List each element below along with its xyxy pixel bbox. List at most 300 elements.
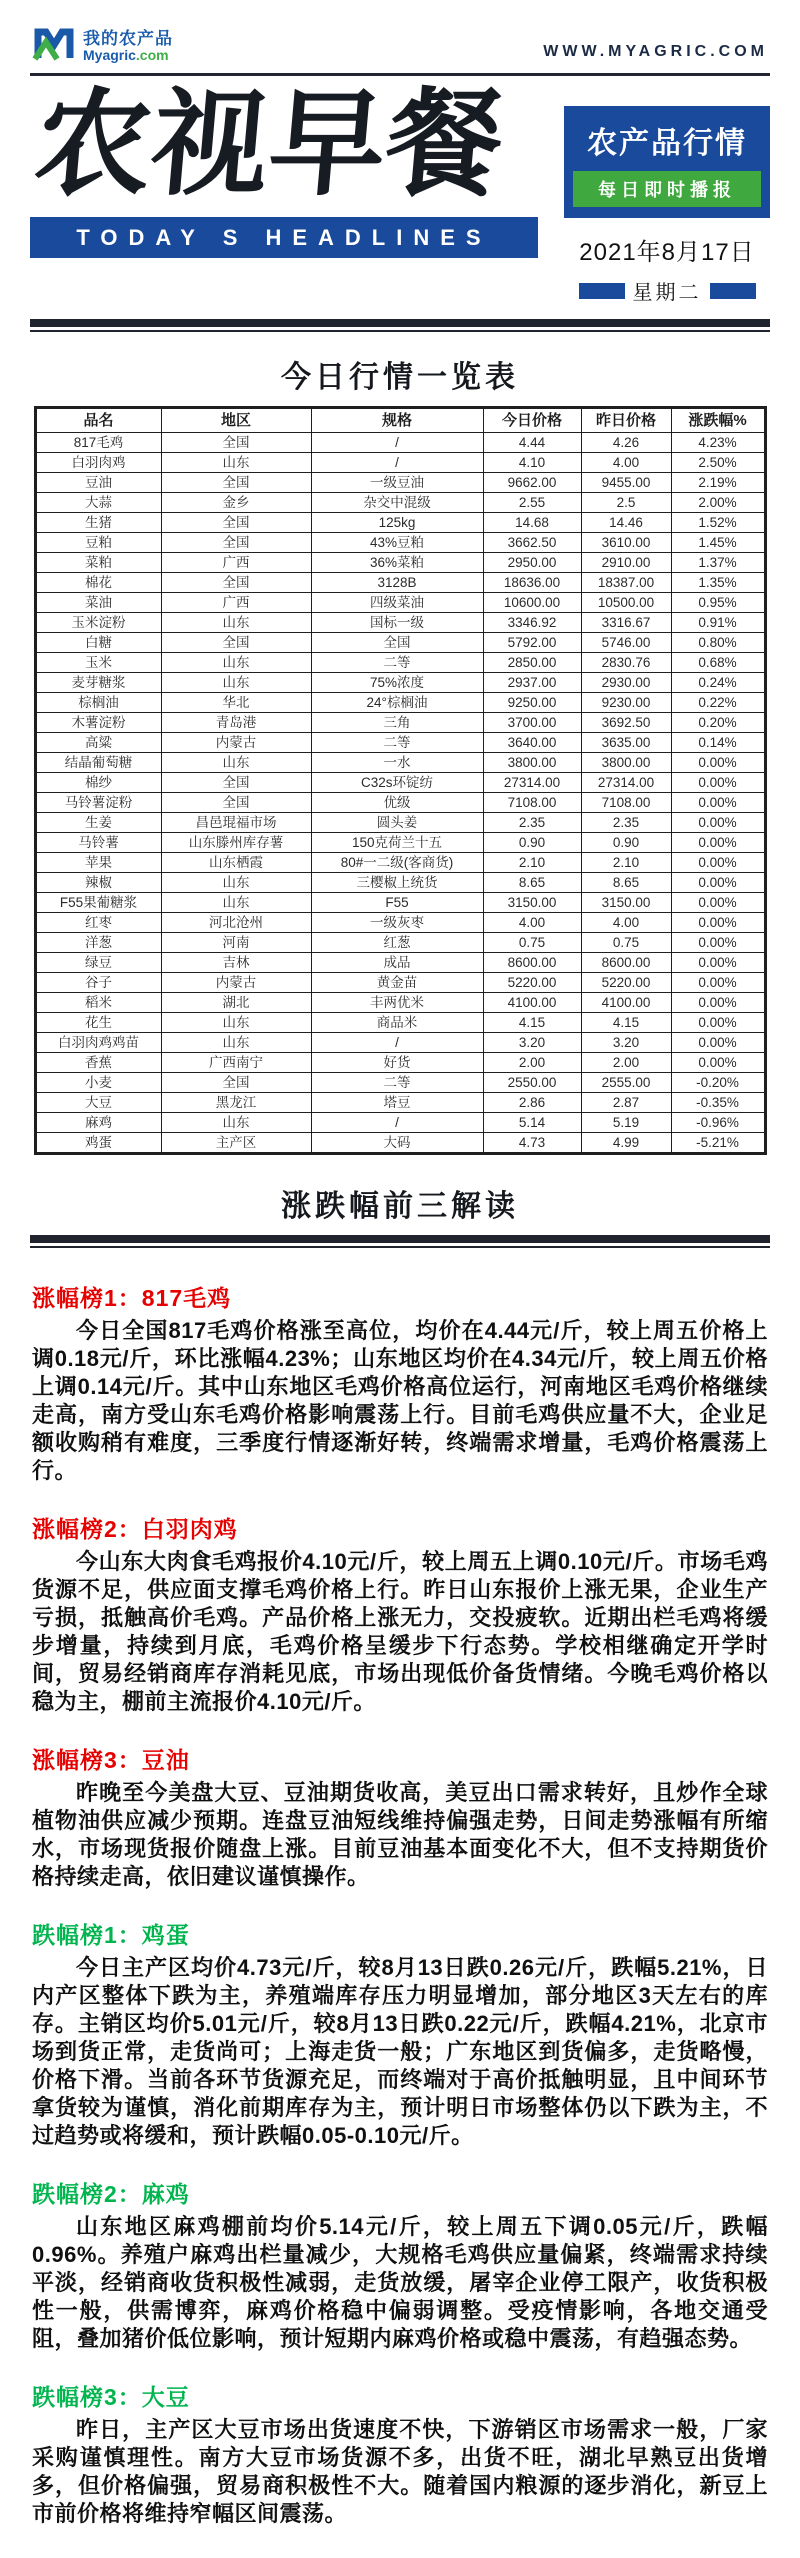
cell-name: 棕榈油: [35, 693, 161, 713]
cell-yesterday: 5220.00: [581, 973, 671, 993]
myagric-logo-icon: [32, 26, 76, 67]
cell-spec: 80#一二级(客商货): [311, 853, 483, 873]
cell-yesterday: 3692.50: [581, 713, 671, 733]
cell-name: 花生: [35, 1013, 161, 1033]
cell-name: 鸡蛋: [35, 1133, 161, 1154]
broadcast-label: 每日即时播报: [573, 171, 761, 207]
cell-region: 吉林: [161, 953, 311, 973]
cell-yesterday: 7108.00: [581, 793, 671, 813]
cell-region: 全国: [161, 573, 311, 593]
cell-yesterday: 0.75: [581, 933, 671, 953]
cell-today: 10600.00: [483, 593, 581, 613]
cell-yesterday: 8.65: [581, 873, 671, 893]
cell-today: 2950.00: [483, 553, 581, 573]
logo-brand-cn: 我的农产品: [83, 29, 173, 48]
table-row: [35, 1093, 765, 1113]
cell-today: 2.10: [483, 853, 581, 873]
analysis-sections: [0, 1248, 800, 2558]
cell-name: 麻鸡: [35, 1113, 161, 1133]
cell-name: 玉米淀粉: [35, 613, 161, 633]
cell-region: 全国: [161, 433, 311, 453]
table-row: [35, 873, 765, 893]
table-row: [35, 993, 765, 1013]
section-label: 涨幅榜1：817毛鸡: [32, 1285, 232, 1311]
cell-today: 3662.50: [483, 533, 581, 553]
cell-today: 3.20: [483, 1033, 581, 1053]
cell-name: 生姜: [35, 813, 161, 833]
cell-yesterday: 0.90: [581, 833, 671, 853]
price-table: [34, 406, 767, 1155]
cell-today: 3640.00: [483, 733, 581, 753]
table-row: [35, 953, 765, 973]
table-title: 今日行情一览表: [281, 361, 519, 394]
table-row: [35, 1053, 765, 1073]
cell-name: 结晶葡萄糖: [35, 753, 161, 773]
cell-name: 小麦: [35, 1073, 161, 1093]
section-label: 跌幅榜3：大豆: [32, 2384, 190, 2410]
cell-spec: /: [311, 1033, 483, 1053]
cell-name: 豆粕: [35, 533, 161, 553]
cell-region: 全国: [161, 1073, 311, 1093]
cell-change: 0.00%: [671, 833, 765, 853]
cell-spec: 三角: [311, 713, 483, 733]
table-row: [35, 933, 765, 953]
section-body: 昨日，主产区大豆市场出货速度不快，下游销区市场需求一般，厂家采购谨慎理性。南方大豆市场货源不多，出货不旺，湖北早熟豆出货增多，但价格偏强，贸易商积极性不大。随着国内粮源的逐步消化，新豆上市前价格将维持窄幅区间震荡。: [32, 2417, 768, 2526]
table-row: [35, 653, 765, 673]
cell-today: 3150.00: [483, 893, 581, 913]
cell-name: 棉花: [35, 573, 161, 593]
cell-today: 9662.00: [483, 473, 581, 493]
cell-name: 白糖: [35, 633, 161, 653]
cell-region: 全国: [161, 533, 311, 553]
cell-yesterday: 2555.00: [581, 1073, 671, 1093]
cell-yesterday: 14.46: [581, 513, 671, 533]
cell-change: 0.00%: [671, 1053, 765, 1073]
cell-change: 2.19%: [671, 473, 765, 493]
cell-yesterday: 3635.00: [581, 733, 671, 753]
cell-yesterday: 9230.00: [581, 693, 671, 713]
cell-region: 全国: [161, 773, 311, 793]
table-row: [35, 733, 765, 753]
section-label: 涨幅榜2：白羽肉鸡: [32, 1516, 238, 1542]
price-table-body: [35, 433, 765, 1154]
headline-banner: TODAY S HEADLINES: [30, 217, 538, 258]
cell-spec: F55: [311, 893, 483, 913]
analysis-section: [32, 2176, 768, 2353]
cell-spec: 一级豆油: [311, 473, 483, 493]
cell-change: 0.91%: [671, 613, 765, 633]
col-header-today-price: 今日价格: [483, 408, 581, 433]
cell-spec: C32s环锭纺: [311, 773, 483, 793]
cell-today: 14.68: [483, 513, 581, 533]
cell-today: 2550.00: [483, 1073, 581, 1093]
cell-today: 8600.00: [483, 953, 581, 973]
cell-spec: 125kg: [311, 513, 483, 533]
cell-yesterday: 4.00: [581, 913, 671, 933]
col-header-name: 品名: [35, 408, 161, 433]
cell-name: 麦芽糖浆: [35, 673, 161, 693]
cell-name: 菜油: [35, 593, 161, 613]
table-row: [35, 773, 765, 793]
cell-spec: 红葱: [311, 933, 483, 953]
cell-region: 全国: [161, 513, 311, 533]
analysis-section: [32, 2379, 768, 2528]
cell-yesterday: 2.00: [581, 1053, 671, 1073]
section-divider-top: [30, 319, 770, 332]
cell-yesterday: 3316.67: [581, 613, 671, 633]
section-body: 今日主产区均价4.73元/斤，较8月13日跌0.26元/斤，跌幅5.21%，日内产区整体下跌为主，养殖端库存压力明显增加，部分地区3天左右的库存。主销区均价5.01元/斤，较8月13日跌0.22元/斤，跌幅4.21%，北京市场到货正常，走货尚可；上海走货一般；广东地区到货偏多，走货略慢，价格下滑。当前各环节货源充足，而终端对于高价抵触明显，且中间环节拿货较为谨慎，消化前期库存为主，预计明日市场整体仍以下跌为主，不过趋势或将缓和，预计跌幅0.05-0.10元/斤。: [32, 1955, 768, 2148]
cell-region: 全国: [161, 473, 311, 493]
cell-change: 0.00%: [671, 933, 765, 953]
cell-yesterday: 18387.00: [581, 573, 671, 593]
cell-change: 0.00%: [671, 913, 765, 933]
table-row: [35, 573, 765, 593]
cell-change: 1.45%: [671, 533, 765, 553]
analysis-title: 涨跌幅前三解读: [281, 1190, 519, 1223]
cell-today: 3346.92: [483, 613, 581, 633]
cell-region: 河南: [161, 933, 311, 953]
market-box: [564, 106, 770, 218]
cell-spec: 大码: [311, 1133, 483, 1154]
table-row: [35, 453, 765, 473]
cell-change: 0.22%: [671, 693, 765, 713]
topbar: [0, 0, 800, 71]
table-row: [35, 533, 765, 553]
cell-yesterday: 2930.00: [581, 673, 671, 693]
table-row: [35, 1013, 765, 1033]
cell-today: 5220.00: [483, 973, 581, 993]
cell-today: 27314.00: [483, 773, 581, 793]
cell-today: 5.14: [483, 1113, 581, 1133]
table-row: [35, 433, 765, 453]
masthead-left: [29, 79, 538, 305]
table-row: [35, 893, 765, 913]
market-label: 农产品行情: [587, 127, 747, 160]
cell-region: 河北沧州: [161, 913, 311, 933]
cell-change: 0.00%: [671, 813, 765, 833]
col-header-spec: 规格: [311, 408, 483, 433]
cell-name: 大豆: [35, 1093, 161, 1113]
cell-name: 菜粕: [35, 553, 161, 573]
section-divider-analysis: [30, 1235, 770, 1248]
weekday-label: 星期二: [632, 282, 702, 304]
cell-change: 0.00%: [671, 773, 765, 793]
cell-yesterday: 5746.00: [581, 633, 671, 653]
cell-region: 青岛港: [161, 713, 311, 733]
weekday-decor-right: [710, 283, 756, 299]
logo-text: [83, 30, 173, 63]
section-label: 涨幅榜3：豆油: [32, 1747, 190, 1773]
masthead-right: [564, 82, 770, 305]
cell-region: 山东: [161, 673, 311, 693]
table-row: [35, 613, 765, 633]
cell-change: 2.00%: [671, 493, 765, 513]
cell-name: 谷子: [35, 973, 161, 993]
cell-yesterday: 4.26: [581, 433, 671, 453]
cell-today: 2.86: [483, 1093, 581, 1113]
page-title: 农视早餐: [29, 79, 510, 209]
myagric-logo: [32, 26, 173, 67]
table-row: [35, 673, 765, 693]
cell-region: 山东: [161, 753, 311, 773]
cell-today: 2937.00: [483, 673, 581, 693]
cell-today: 2.35: [483, 813, 581, 833]
cell-today: 3700.00: [483, 713, 581, 733]
table-row: [35, 813, 765, 833]
cell-change: 1.52%: [671, 513, 765, 533]
cell-today: 4.10: [483, 453, 581, 473]
cell-spec: 一水: [311, 753, 483, 773]
cell-name: 817毛鸡: [35, 433, 161, 453]
cell-change: 0.00%: [671, 793, 765, 813]
cell-region: 山东: [161, 893, 311, 913]
cell-name: 马铃薯: [35, 833, 161, 853]
cell-today: 0.75: [483, 933, 581, 953]
table-row: [35, 973, 765, 993]
cell-region: 黑龙江: [161, 1093, 311, 1113]
cell-yesterday: 5.19: [581, 1113, 671, 1133]
col-header-yesterday-price: 昨日价格: [581, 408, 671, 433]
cell-yesterday: 3610.00: [581, 533, 671, 553]
cell-name: 玉米: [35, 653, 161, 673]
cell-today: 7108.00: [483, 793, 581, 813]
cell-name: 白羽肉鸡: [35, 453, 161, 473]
cell-region: 广西: [161, 553, 311, 573]
cell-name: 豆油: [35, 473, 161, 493]
cell-change: 0.20%: [671, 713, 765, 733]
table-row: [35, 633, 765, 653]
cell-yesterday: 2.35: [581, 813, 671, 833]
cell-spec: 好货: [311, 1053, 483, 1073]
cell-spec: 36%菜粕: [311, 553, 483, 573]
cell-yesterday: 10500.00: [581, 593, 671, 613]
cell-today: 2850.00: [483, 653, 581, 673]
col-header-change-pct: 涨跌幅%: [671, 408, 765, 433]
analysis-section: [32, 1511, 768, 1716]
cell-region: 湖北: [161, 993, 311, 1013]
cell-name: 木薯淀粉: [35, 713, 161, 733]
cell-spec: 成品: [311, 953, 483, 973]
cell-spec: 150克荷兰十五: [311, 833, 483, 853]
cell-today: 9250.00: [483, 693, 581, 713]
cell-yesterday: 3800.00: [581, 753, 671, 773]
cell-today: 4.15: [483, 1013, 581, 1033]
table-row: [35, 1073, 765, 1093]
table-row: [35, 853, 765, 873]
table-header-row: [35, 408, 765, 433]
cell-spec: 二等: [311, 733, 483, 753]
cell-spec: 商品米: [311, 1013, 483, 1033]
cell-region: 山东滕州库存薯: [161, 833, 311, 853]
logo-brand-en: Myagric.com: [83, 47, 169, 63]
table-row: [35, 833, 765, 853]
cell-today: 18636.00: [483, 573, 581, 593]
col-header-region: 地区: [161, 408, 311, 433]
cell-region: 山东: [161, 873, 311, 893]
cell-spec: /: [311, 433, 483, 453]
cell-region: 全国: [161, 633, 311, 653]
cell-spec: 75%浓度: [311, 673, 483, 693]
cell-yesterday: 27314.00: [581, 773, 671, 793]
cell-today: 4.00: [483, 913, 581, 933]
section-body: 今山东大肉食毛鸡报价4.10元/斤，较上周五上调0.10元/斤。市场毛鸡货源不足，供应面支撑毛鸡价格上行。昨日山东报价上涨无果，企业生产亏损，抵触高价毛鸡。产品价格上涨无力，交投疲软。近期出栏毛鸡将缓步增量，持续到月底，毛鸡价格呈缓步下行态势。学校相继确定开学时间，贸易经销商库存消耗见底，市场出现低价备货情绪。今晚毛鸡价格以稳为主，棚前主流报价4.10元/斤。: [32, 1549, 768, 1714]
cell-spec: 二等: [311, 1073, 483, 1093]
cell-yesterday: 9455.00: [581, 473, 671, 493]
table-row: [35, 793, 765, 813]
cell-yesterday: 3.20: [581, 1033, 671, 1053]
website-url: WWW.MYAGRIC.COM: [543, 43, 768, 60]
cell-spec: 一级灰枣: [311, 913, 483, 933]
cell-yesterday: 4.00: [581, 453, 671, 473]
masthead: [0, 76, 800, 305]
cell-name: 马铃薯淀粉: [35, 793, 161, 813]
cell-yesterday: 2.87: [581, 1093, 671, 1113]
cell-spec: 24°棕榈油: [311, 693, 483, 713]
cell-region: 山东: [161, 1033, 311, 1053]
cell-region: 内蒙古: [161, 733, 311, 753]
analysis-section: [32, 1742, 768, 1891]
cell-yesterday: 4.99: [581, 1133, 671, 1154]
cell-change: 0.24%: [671, 673, 765, 693]
cell-spec: 二等: [311, 653, 483, 673]
table-row: [35, 553, 765, 573]
cell-change: 0.00%: [671, 1033, 765, 1053]
analysis-section: [32, 1917, 768, 2150]
cell-spec: 四级菜油: [311, 593, 483, 613]
cell-change: 0.00%: [671, 953, 765, 973]
cell-region: 山东: [161, 453, 311, 473]
cell-yesterday: 3150.00: [581, 893, 671, 913]
cell-name: 大蒜: [35, 493, 161, 513]
cell-region: 山东: [161, 1013, 311, 1033]
cell-yesterday: 2830.76: [581, 653, 671, 673]
cell-change: 0.00%: [671, 853, 765, 873]
cell-spec: /: [311, 453, 483, 473]
cell-name: F55果葡糖浆: [35, 893, 161, 913]
cell-name: 辣椒: [35, 873, 161, 893]
cell-today: 3800.00: [483, 753, 581, 773]
date-label: 2021年8月17日: [579, 239, 755, 266]
table-row: [35, 913, 765, 933]
cell-yesterday: 2.5: [581, 493, 671, 513]
cell-change: 1.37%: [671, 553, 765, 573]
cell-name: 苹果: [35, 853, 161, 873]
table-row: [35, 753, 765, 773]
cell-spec: 3128B: [311, 573, 483, 593]
cell-region: 主产区: [161, 1133, 311, 1154]
cell-spec: 优级: [311, 793, 483, 813]
cell-region: 山东: [161, 653, 311, 673]
cell-change: 4.23%: [671, 433, 765, 453]
cell-change: 0.00%: [671, 1013, 765, 1033]
cell-change: 0.80%: [671, 633, 765, 653]
cell-spec: 杂交中混级: [311, 493, 483, 513]
cell-spec: 全国: [311, 633, 483, 653]
cell-change: -0.96%: [671, 1113, 765, 1133]
cell-name: 棉纱: [35, 773, 161, 793]
cell-change: -5.21%: [671, 1133, 765, 1154]
cell-change: -0.35%: [671, 1093, 765, 1113]
cell-today: 4100.00: [483, 993, 581, 1013]
cell-region: 广西: [161, 593, 311, 613]
cell-yesterday: 8600.00: [581, 953, 671, 973]
section-label: 跌幅榜1：鸡蛋: [32, 1922, 190, 1948]
cell-change: 0.14%: [671, 733, 765, 753]
weekday-row: [564, 276, 770, 305]
cell-name: 洋葱: [35, 933, 161, 953]
cell-change: 0.00%: [671, 753, 765, 773]
table-row: [35, 1033, 765, 1053]
analysis-section: [32, 1280, 768, 1485]
section-body: 今日全国817毛鸡价格涨至高位，均价在4.44元/斤，较上周五价格上调0.18元/斤，环比涨幅4.23%；山东地区均价在4.34元/斤，较上周五价格上调0.14元/斤。其中山东地区毛鸡价格高位运行，河南地区毛鸡价格继续走高，南方受山东毛鸡价格影响震荡上行。目前毛鸡供应量不大，企业足额收购稍有难度，三季度行情逐渐好转，终端需求增量，毛鸡价格震荡上行。: [32, 1318, 768, 1483]
cell-name: 稻米: [35, 993, 161, 1013]
cell-spec: 塔豆: [311, 1093, 483, 1113]
cell-name: 绿豆: [35, 953, 161, 973]
cell-today: 4.44: [483, 433, 581, 453]
section-body: 昨晚至今美盘大豆、豆油期货收高，美豆出口需求转好，且炒作全球植物油供应减少预期。连盘豆油短线维持偏强走势，日间走势涨幅有所缩水，市场现货报价随盘上涨。目前豆油基本面变化不大，但不支持期货价格持续走高，依旧建议谨慎操作。: [32, 1780, 768, 1889]
cell-name: 红枣: [35, 913, 161, 933]
table-row: [35, 593, 765, 613]
cell-spec: 43%豆粕: [311, 533, 483, 553]
cell-spec: 丰两优米: [311, 993, 483, 1013]
cell-change: 0.00%: [671, 993, 765, 1013]
cell-region: 华北: [161, 693, 311, 713]
cell-region: 广西南宁: [161, 1053, 311, 1073]
cell-spec: 黄金苗: [311, 973, 483, 993]
cell-region: 山东栖霞: [161, 853, 311, 873]
cell-today: 0.90: [483, 833, 581, 853]
cell-change: -0.20%: [671, 1073, 765, 1093]
cell-region: 山东: [161, 613, 311, 633]
cell-name: 香蕉: [35, 1053, 161, 1073]
table-row: [35, 473, 765, 493]
section-label: 跌幅榜2：麻鸡: [32, 2181, 190, 2207]
cell-spec: 国标一级: [311, 613, 483, 633]
cell-yesterday: 2910.00: [581, 553, 671, 573]
table-row: [35, 1133, 765, 1154]
cell-yesterday: 4100.00: [581, 993, 671, 1013]
table-row: [35, 493, 765, 513]
table-row: [35, 713, 765, 733]
cell-change: 0.68%: [671, 653, 765, 673]
cell-region: 全国: [161, 793, 311, 813]
cell-spec: 圆头姜: [311, 813, 483, 833]
cell-region: 金乡: [161, 493, 311, 513]
table-row: [35, 513, 765, 533]
cell-name: 高粱: [35, 733, 161, 753]
cell-name: 生猪: [35, 513, 161, 533]
cell-change: 0.00%: [671, 893, 765, 913]
cell-change: 1.35%: [671, 573, 765, 593]
cell-region: 昌邑琨福市场: [161, 813, 311, 833]
cell-change: 0.95%: [671, 593, 765, 613]
cell-today: 5792.00: [483, 633, 581, 653]
cell-region: 山东: [161, 1113, 311, 1133]
table-row: [35, 1113, 765, 1133]
table-row: [35, 693, 765, 713]
cell-today: 4.73: [483, 1133, 581, 1154]
cell-yesterday: 2.10: [581, 853, 671, 873]
cell-region: 内蒙古: [161, 973, 311, 993]
cell-change: 0.00%: [671, 973, 765, 993]
cell-name: 白羽肉鸡鸡苗: [35, 1033, 161, 1053]
cell-today: 8.65: [483, 873, 581, 893]
cell-today: 2.55: [483, 493, 581, 513]
weekday-decor-left: [579, 283, 625, 299]
cell-change: 2.50%: [671, 453, 765, 473]
section-body: 山东地区麻鸡棚前均价5.14元/斤，较上周五下调0.05元/斤，跌幅0.96%。养殖户麻鸡出栏量减少，大规格毛鸡供应量偏紧，终端需求持续平淡，经销商收货积极性减弱，走货放缓，屠宰企业停工限产，收货积极性一般，供需博弈，麻鸡价格稳中偏弱调整。受疫情影响，各地交通受阻，叠加猪价低位影响，预计短期内麻鸡价格或稳中震荡，有趋强态势。: [32, 2214, 768, 2351]
cell-spec: /: [311, 1113, 483, 1133]
